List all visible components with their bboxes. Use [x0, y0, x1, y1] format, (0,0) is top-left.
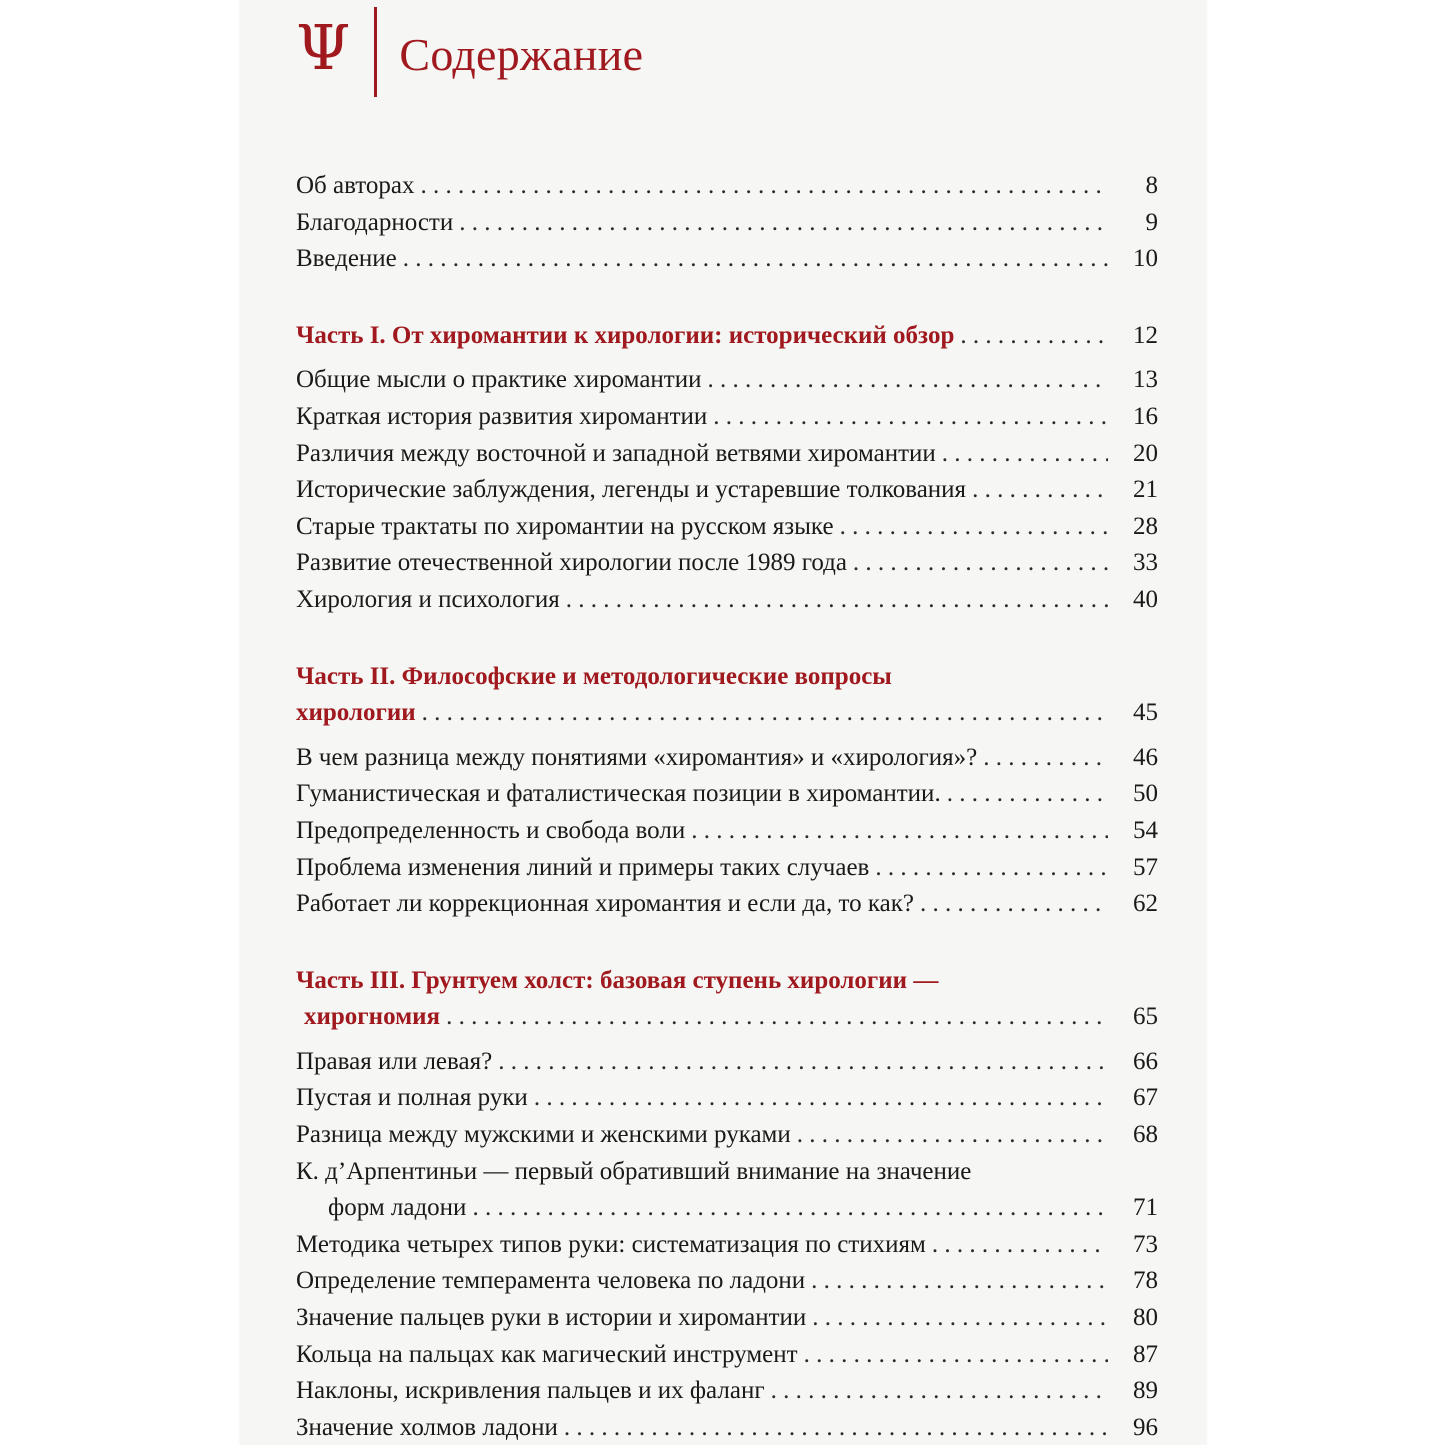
- toc-entry[interactable]: [296, 436, 1158, 473]
- toc-entry-page: 21: [1133, 476, 1158, 504]
- toc-entry-page: 87: [1133, 1340, 1158, 1368]
- toc-entry[interactable]: [296, 1080, 1158, 1117]
- toc-entry-title: Общие мысли о практике хиромантии: [296, 366, 702, 394]
- toc-entry[interactable]: [296, 850, 1158, 887]
- toc-entry-page: 8: [1145, 172, 1158, 199]
- toc-entry-page: 50: [1133, 780, 1158, 808]
- toc-entry-title: Методика четырех типов руки: систематизация по стихиям: [296, 1230, 926, 1258]
- toc-entry[interactable]: [296, 1337, 1158, 1374]
- toc-entry[interactable]: [296, 740, 1158, 777]
- part-title[interactable]: Часть II. Философские и методологические вопросы: [296, 662, 892, 690]
- part-heading[interactable]: [296, 318, 1158, 355]
- toc-entry-title: Работает ли коррекционная хиромантия и если да, то как?: [296, 890, 914, 918]
- dot-leader: [403, 241, 1108, 278]
- toc-entry-title: Гуманистическая и фаталистическая позиции в хиромантии.: [296, 780, 941, 808]
- toc-entry-title: В чем разница между понятиями «хиромантия» и «хирология»?: [296, 743, 978, 771]
- toc-entry[interactable]: [296, 1373, 1158, 1410]
- toc-entry[interactable]: [296, 1154, 1158, 1191]
- dot-leader: [566, 582, 1108, 619]
- part-title-continued: хирологии: [296, 699, 416, 727]
- toc-entry[interactable]: [296, 1117, 1158, 1154]
- toc-entry-title: Кольца на пальцах как магический инструмент: [296, 1340, 798, 1368]
- dot-leader: [853, 545, 1108, 582]
- toc-entry-title: Пустая и полная руки: [296, 1084, 528, 1112]
- dot-leader: [811, 1263, 1108, 1300]
- psi-logo-icon: Ψ: [296, 10, 351, 84]
- toc-entry-page: 46: [1133, 743, 1158, 771]
- toc-entry-page: 28: [1133, 512, 1158, 540]
- toc-entry[interactable]: [296, 472, 1158, 509]
- toc-entry[interactable]: [296, 776, 1158, 813]
- dot-leader: [942, 436, 1108, 473]
- toc-entry[interactable]: [296, 168, 1158, 205]
- dot-leader: [534, 1080, 1108, 1117]
- toc-entry[interactable]: [296, 1190, 1158, 1227]
- toc-entry[interactable]: [296, 509, 1158, 546]
- dot-leader: [564, 1410, 1108, 1445]
- toc-entry-title: Введение: [296, 245, 397, 273]
- part-3-section: [296, 963, 1158, 1445]
- toc-entry-title: Значение пальцев руки в истории и хиромантии: [296, 1304, 807, 1332]
- part-page: 65: [1133, 1003, 1158, 1031]
- part-title-continued: хирогномия: [304, 1003, 441, 1031]
- header-divider: [374, 7, 377, 97]
- toc-entry[interactable]: [296, 362, 1158, 399]
- toc-entry[interactable]: [296, 1410, 1158, 1445]
- dot-leader: [840, 509, 1108, 546]
- toc-entry-page: 33: [1133, 549, 1158, 577]
- toc-entry-title: Правая или левая?: [296, 1047, 493, 1075]
- toc-entry-page: 78: [1133, 1267, 1158, 1295]
- front-matter: [296, 168, 1158, 278]
- toc-entry-page: 96: [1133, 1413, 1158, 1441]
- dot-leader: [875, 850, 1108, 887]
- toc-entry-title: Различия между восточной и западной ветвями хиромантии: [296, 439, 936, 467]
- toc-entry-page: 66: [1133, 1047, 1158, 1075]
- part-1-section: [296, 318, 1158, 619]
- dot-leader: [422, 695, 1108, 732]
- table-of-contents: [296, 168, 1158, 1445]
- toc-entry-title: Благодарности: [296, 208, 454, 236]
- toc-entry-title: Наклоны, искривления пальцев и их фаланг: [296, 1377, 765, 1405]
- page-title: Содержание: [399, 28, 644, 80]
- toc-entry-page: 16: [1133, 402, 1158, 430]
- toc-entry-title: Проблема изменения линий и примеры таких случаев: [296, 853, 870, 881]
- part-title[interactable]: Часть III. Грунтуем холст: базовая ступень хирологии —: [296, 966, 939, 994]
- toc-entry-title: Разница между мужскими и женскими руками: [296, 1121, 791, 1149]
- part-2-section: [296, 659, 1158, 923]
- toc-entry-title: К. д’Арпентиньи — первый обративший внимание на значение: [296, 1157, 972, 1185]
- toc-entry[interactable]: [296, 399, 1158, 436]
- dot-leader: [713, 399, 1108, 436]
- toc-entry-page: 40: [1133, 585, 1158, 613]
- toc-entry-page: 13: [1133, 366, 1158, 394]
- toc-entry[interactable]: [296, 1300, 1158, 1337]
- toc-entry-page: 67: [1133, 1084, 1158, 1112]
- dot-leader: [920, 886, 1108, 923]
- toc-entry-page: 20: [1133, 439, 1158, 467]
- toc-entry[interactable]: [296, 1044, 1158, 1081]
- dot-leader: [771, 1373, 1108, 1410]
- toc-entry-page: 54: [1133, 816, 1158, 844]
- dot-leader: [459, 205, 1108, 242]
- part-heading[interactable]: [296, 695, 1158, 732]
- part-page: 12: [1133, 321, 1158, 349]
- toc-entry[interactable]: [296, 813, 1158, 850]
- dot-leader: [812, 1300, 1108, 1337]
- toc-entry[interactable]: [296, 545, 1158, 582]
- dot-leader: [691, 813, 1108, 850]
- dot-leader: [498, 1044, 1108, 1081]
- dot-leader: [446, 999, 1108, 1036]
- toc-entry-title: Значение холмов ладони: [296, 1413, 558, 1441]
- toc-entry-page: 89: [1133, 1377, 1158, 1405]
- toc-entry-page: 9: [1145, 208, 1158, 236]
- part-page: 45: [1133, 699, 1158, 727]
- toc-entry[interactable]: [296, 886, 1158, 923]
- toc-entry[interactable]: [296, 205, 1158, 242]
- dot-leader: [972, 472, 1108, 509]
- toc-entry[interactable]: [296, 1227, 1158, 1264]
- toc-entry-title: Хирология и психология: [296, 585, 560, 613]
- toc-entry-page: 73: [1133, 1230, 1158, 1258]
- dot-leader: [421, 168, 1109, 205]
- dot-leader: [960, 318, 1108, 355]
- dot-leader: [932, 1227, 1108, 1264]
- toc-entry-title: Предопределенность и свобода воли: [296, 816, 686, 844]
- dot-leader: [947, 776, 1108, 813]
- dot-leader: [472, 1190, 1108, 1227]
- toc-entry-title: Развитие отечественной хирологии после 1989 года: [296, 549, 847, 577]
- toc-entry-title: Старые трактаты по хиромантии на русском языке: [296, 512, 834, 540]
- dot-leader: [804, 1337, 1108, 1374]
- toc-entry-title: Исторические заблуждения, легенды и устаревшие толкования: [296, 476, 967, 504]
- toc-entry-title: Определение темперамента человека по ладони: [296, 1267, 806, 1295]
- toc-entry[interactable]: [296, 241, 1158, 278]
- toc-entry-page: 80: [1133, 1304, 1158, 1332]
- dot-leader: [708, 362, 1109, 399]
- toc-entry-page: 10: [1133, 245, 1158, 273]
- toc-entry-title: Краткая история развития хиромантии: [296, 402, 708, 430]
- contents-header: [296, 4, 643, 99]
- dot-leader: [797, 1117, 1108, 1154]
- toc-entry-page: 71: [1133, 1194, 1158, 1222]
- part-heading[interactable]: [296, 999, 1158, 1036]
- toc-entry-title-continued: форм ладони: [328, 1194, 467, 1222]
- toc-entry-page: 62: [1133, 890, 1158, 918]
- toc-entry-page: 57: [1133, 853, 1158, 881]
- dot-leader: [983, 740, 1108, 777]
- toc-entry[interactable]: [296, 1263, 1158, 1300]
- part-title: Часть I. От хиромантии к хирологии: исторический обзор: [296, 321, 955, 349]
- toc-entry[interactable]: [296, 582, 1158, 619]
- book-page: [240, 0, 1206, 1445]
- toc-entry-title: Об авторах: [296, 172, 415, 199]
- toc-entry-page: 68: [1133, 1121, 1158, 1149]
